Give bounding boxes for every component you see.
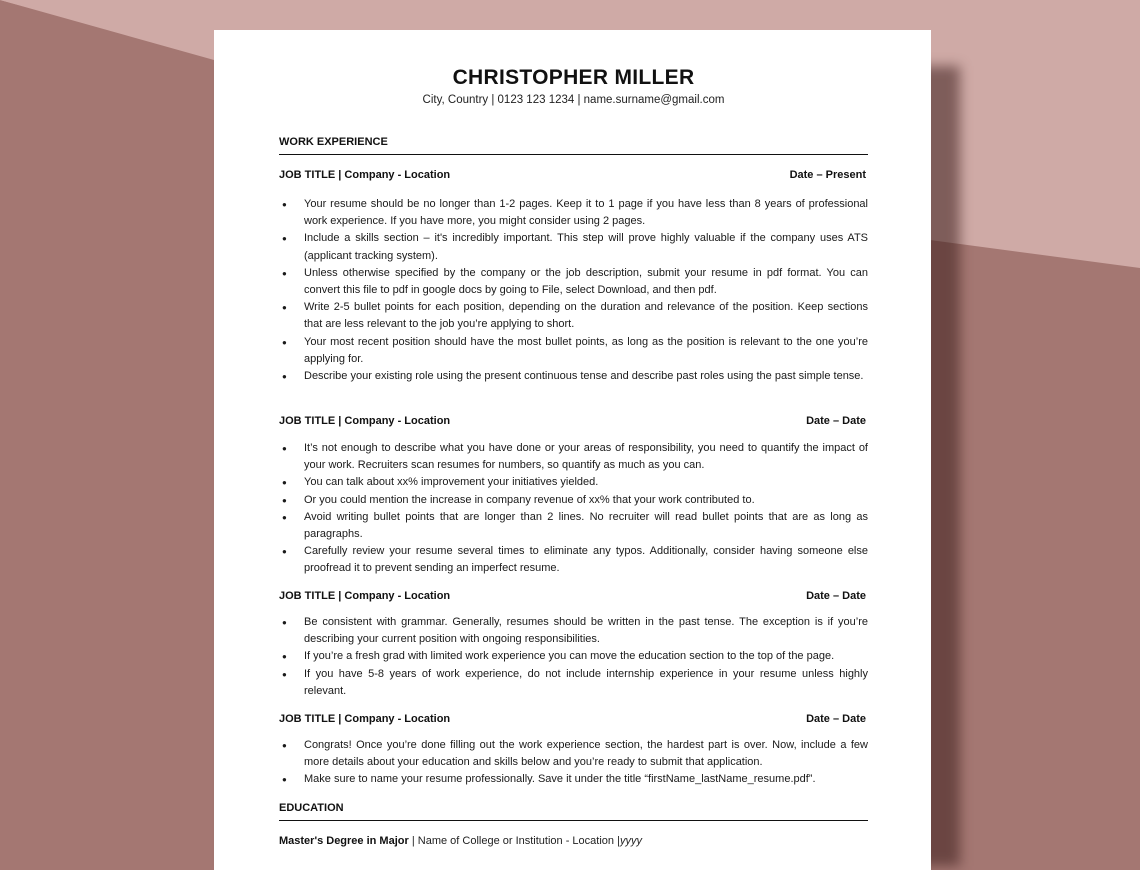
- job-title-1: JOB TITLE | Company - Location: [279, 169, 451, 181]
- job-bullets-4: [279, 737, 868, 789]
- job-date-1: Date – Present: [789, 169, 866, 181]
- work-experience-heading: WORK EXPERIENCE: [279, 136, 868, 155]
- list-item: ● Write 2-5 bullet points for each position, depending on the duration and relevance of the position. Keep sections that are less relevant to the job you’re applying to short.: [279, 299, 868, 333]
- list-item: ● Make sure to name your resume professionally. Save it under the title “firstName_lastName_resume.pdf”.: [279, 771, 868, 788]
- list-item: ● Carefully review your resume several times to eliminate any typos. Additionally, consider having someone else proofread it to prevent sending an imperfect resume.: [279, 543, 868, 577]
- job-bullets-2: [279, 440, 868, 578]
- list-item: ● If you’re a fresh grad with limited work experience you can move the education section to the top of the page.: [279, 648, 868, 665]
- list-item: ● Include a skills section – it's incredibly important. This step will prove highly valuable if the company uses ATS (applicant tracking system).: [279, 230, 868, 264]
- job-title-2: JOB TITLE | Company - Location: [279, 415, 451, 427]
- job-date-2: Date – Date: [806, 415, 866, 427]
- resume-page: [214, 30, 931, 870]
- list-item: ● Avoid writing bullet points that are longer than 2 lines. No recruiter will read bullet points that are as long as paragraphs.: [279, 509, 868, 543]
- job-header-2: [279, 415, 868, 431]
- list-item: ● Or you could mention the increase in company revenue of xx% that your work contributed to.: [279, 492, 868, 509]
- job-header-4: [279, 713, 868, 729]
- job-date-4: Date – Date: [806, 713, 866, 725]
- job-header-3: [279, 590, 868, 606]
- list-item: ● Congrats! Once you’re done filling out the work experience section, the hardest part is over. Now, include a few more details about your education and skills below and you’re ready to submit that application.: [279, 737, 868, 771]
- job-title-4: JOB TITLE | Company - Location: [279, 713, 451, 725]
- list-item: ● Describe your existing role using the present continuous tense and describe past roles using the past simple tense.: [279, 368, 868, 385]
- education-degree: Master's Degree in Major: [279, 835, 409, 847]
- education-entry: [279, 835, 868, 847]
- list-item: ● Your most recent position should have the most bullet points, as long as the position is relevant to the one you’re applying for.: [279, 334, 868, 368]
- list-item: ● Be consistent with grammar. Generally, resumes should be written in the past tense. The exception is if you’re describing your current position with ongoing responsibilities.: [279, 614, 868, 648]
- contact-line: City, Country | 0123 123 1234 | name.surname@gmail.com: [422, 94, 725, 106]
- education-institution: | Name of College or Institution - Location |: [408, 835, 620, 847]
- job-title-3: JOB TITLE | Company - Location: [279, 590, 451, 602]
- job-header-1: [279, 169, 868, 185]
- list-item: ● It’s not enough to describe what you have done or your areas of responsibility, you need to quantify the impact of your work. Recruiters scan resumes for numbers, so quantify as much as you can.: [279, 440, 868, 474]
- list-item: ● If you have 5-8 years of work experience, do not include internship experience in your resume unless highly relevant.: [279, 666, 868, 700]
- education-heading: EDUCATION: [279, 802, 868, 821]
- job-date-3: Date – Date: [806, 590, 866, 602]
- list-item: ● Unless otherwise specified by the company or the job description, submit your resume in pdf format. You can convert this file to pdf in google docs by going to File, select Download, and then pdf.: [279, 265, 868, 299]
- list-item: ● You can talk about xx% improvement your initiatives yielded.: [279, 474, 868, 491]
- job-bullets-3: [279, 614, 868, 700]
- education-year: yyyy: [619, 835, 642, 847]
- job-bullets-1: [279, 196, 868, 385]
- list-item: ● Your resume should be no longer than 1-2 pages. Keep it to 1 page if you have less than 8 years of professional work experience. If you have more, you might consider using 2 pages.: [279, 196, 868, 230]
- candidate-name: CHRISTOPHER MILLER: [452, 66, 695, 89]
